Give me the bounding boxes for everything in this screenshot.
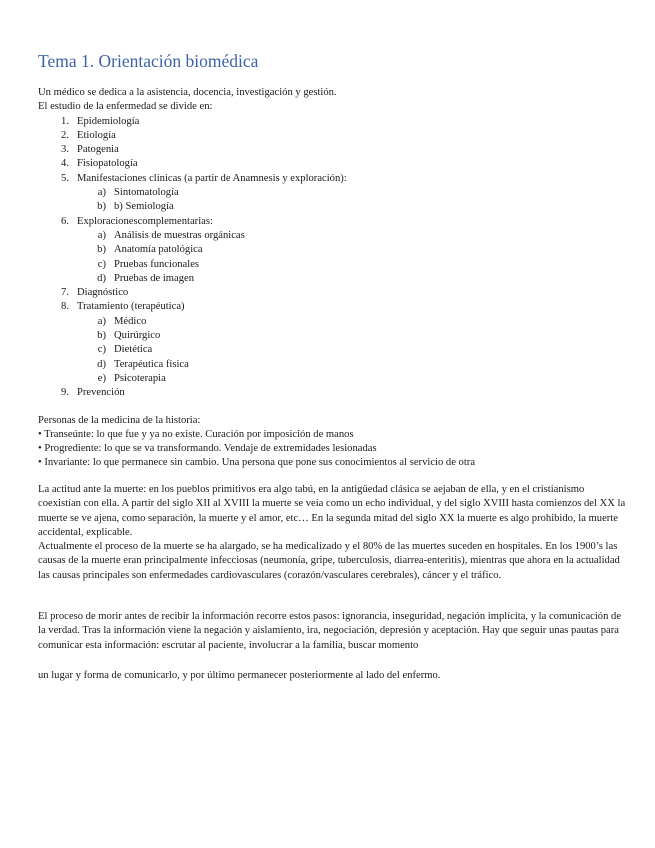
list-item xyxy=(38,172,628,186)
list-number: 6. xyxy=(61,215,69,227)
sublist-item xyxy=(38,229,628,243)
list-item xyxy=(38,386,628,400)
list-item-label: Patogenia xyxy=(77,144,119,156)
list-number: 9. xyxy=(61,387,69,399)
sublist-letter: a) xyxy=(97,229,106,241)
sublist-item xyxy=(38,343,628,357)
list-number: 8. xyxy=(61,301,69,313)
sublist-item xyxy=(38,315,628,329)
list-item-label: Tratamiento (terapéutica) xyxy=(77,301,185,313)
list-number: 1. xyxy=(61,115,69,127)
sublist-item xyxy=(38,200,628,214)
dying-continuation: un lugar y forma de comunicarlo, y por último permanecer posteriormente al lado del enfermo. xyxy=(38,670,441,681)
list-item-label: Exploracionescomplementarias: xyxy=(77,215,213,227)
sublist-item-label: Sintomatología xyxy=(114,187,179,199)
sublist-item-label: Pruebas funcionales xyxy=(114,258,200,270)
persons-bullet: • Progrediente: lo que se va transformando. Vendaje de extremidades lesionadas xyxy=(38,443,377,455)
paragraph-spacer xyxy=(38,401,628,414)
sublist-letter: e) xyxy=(97,372,106,384)
sublist-item-label: Psicoterapia xyxy=(114,372,166,384)
list-item-label: Diagnóstico xyxy=(77,287,129,299)
list-item-label: Prevención xyxy=(77,387,125,399)
list-number: 3. xyxy=(61,144,69,156)
list-item-label: Fisiopatología xyxy=(77,158,138,170)
sublist-item xyxy=(38,186,628,200)
dying-paragraph: El proceso de morir antes de recibir la información recorre estos pasos: ignorancia, inseguridad, negación implícita, y la comunicación de la verdad. Tras la información viene la negación y aislamiento, ira, negociación, depresión y aceptación. Hay que seguir unas pautas para comunicar esta información: escrutar al paciente, involucrar a la familia, buscar momento xyxy=(38,611,622,651)
persons-bullet: • Invariante: lo que permanece sin cambio. Una persona que pone sus conocimientos al servicio de otra xyxy=(38,457,476,469)
persons-heading: Personas de la medicina de la historia: xyxy=(38,414,201,426)
list-item-label: Etiología xyxy=(77,129,116,141)
sublist-item-label: Dietética xyxy=(114,344,153,356)
sublist-letter: a) xyxy=(97,315,106,327)
list-item xyxy=(38,300,628,314)
sublist-item-label: Terapéutica física xyxy=(114,358,189,370)
sublist-item xyxy=(38,358,628,372)
list-item xyxy=(38,157,628,171)
sublist-item-label: Análisis de muestras orgánicas xyxy=(114,229,245,241)
sublist-item xyxy=(38,272,628,286)
page-title: Tema 1. Orientación biomédica xyxy=(38,51,259,71)
death-section xyxy=(38,483,628,583)
sublist-letter: b) xyxy=(97,330,106,342)
list-number: 2. xyxy=(61,129,69,141)
death-paragraph: Actualmente el proceso de la muerte se ha alargado, se ha medicalizado y el 80% de las muertes suceden en hospitales. En los 1900’s las causas de la muerte eran principalmente infecciosas (neumonía, gripe, tuberculosis, diarrea-enteritis), mientras que ahora en la actualidad las causas principales son enfermedades cardiovasculares (corazón/vasculares cerebrales), cáncer y el tráfico. xyxy=(38,541,620,581)
list-number: 4. xyxy=(61,158,69,170)
dying-section xyxy=(38,610,628,653)
sublist-letter: b) xyxy=(97,244,106,256)
sublist-letter: b) xyxy=(97,201,106,213)
sublist-letter: d) xyxy=(97,358,106,370)
list-item xyxy=(38,286,628,300)
sublist-letter: c) xyxy=(97,344,106,356)
sublist-item xyxy=(38,329,628,343)
sublist-item-label: b) Semiología xyxy=(114,201,174,213)
sublist-letter: c) xyxy=(97,258,106,270)
list-item-label: Epidemiología xyxy=(77,115,140,127)
sublist-item xyxy=(38,258,628,272)
sublist-item-label: Anatomía patológica xyxy=(114,244,203,256)
sublist-item-label: Pruebas de imagen xyxy=(114,272,195,284)
intro-line: Un médico se dedica a la asistencia, docencia, investigación y gestión. xyxy=(38,87,337,98)
sublist-item xyxy=(38,372,628,386)
sublist-letter: d) xyxy=(97,272,106,284)
list-number: 7. xyxy=(61,287,69,299)
death-paragraph: La actitud ante la muerte: en los pueblos primitivos era algo tabú, en la antigüedad clásica se aejaban de ella, y en el cristianismo coexistían con ella. A partir del siglo XII al XVIII la muerte se veía como un echo individual, y del siglo XVIII hasta comienzos del XX la muerte se ve ajena, como separación, la muerte y el amor, etc… En la segunda mitad del siglo XX la muerte es algo prohibido, la muerte accidental, explicable. xyxy=(38,484,626,538)
sublist-item xyxy=(38,243,628,257)
outline-section xyxy=(38,86,628,471)
sublist-item-label: Médico xyxy=(114,315,147,327)
persons-bullet: • Transeúnte: lo que fue y ya no existe. Curación por imposición de manos xyxy=(38,428,354,440)
list-item-label: Manifestaciones clínicas (a partir de Anamnesis y exploración): xyxy=(77,172,347,184)
sublist-item-label: Quirúrgico xyxy=(114,330,161,342)
sublist-letter: a) xyxy=(97,187,106,199)
intro-line: El estudio de la enfermedad se divide en: xyxy=(38,101,213,113)
list-item xyxy=(38,129,628,143)
list-number: 5. xyxy=(61,172,69,184)
list-item xyxy=(38,115,628,129)
list-item xyxy=(38,143,628,157)
list-item xyxy=(38,215,628,229)
